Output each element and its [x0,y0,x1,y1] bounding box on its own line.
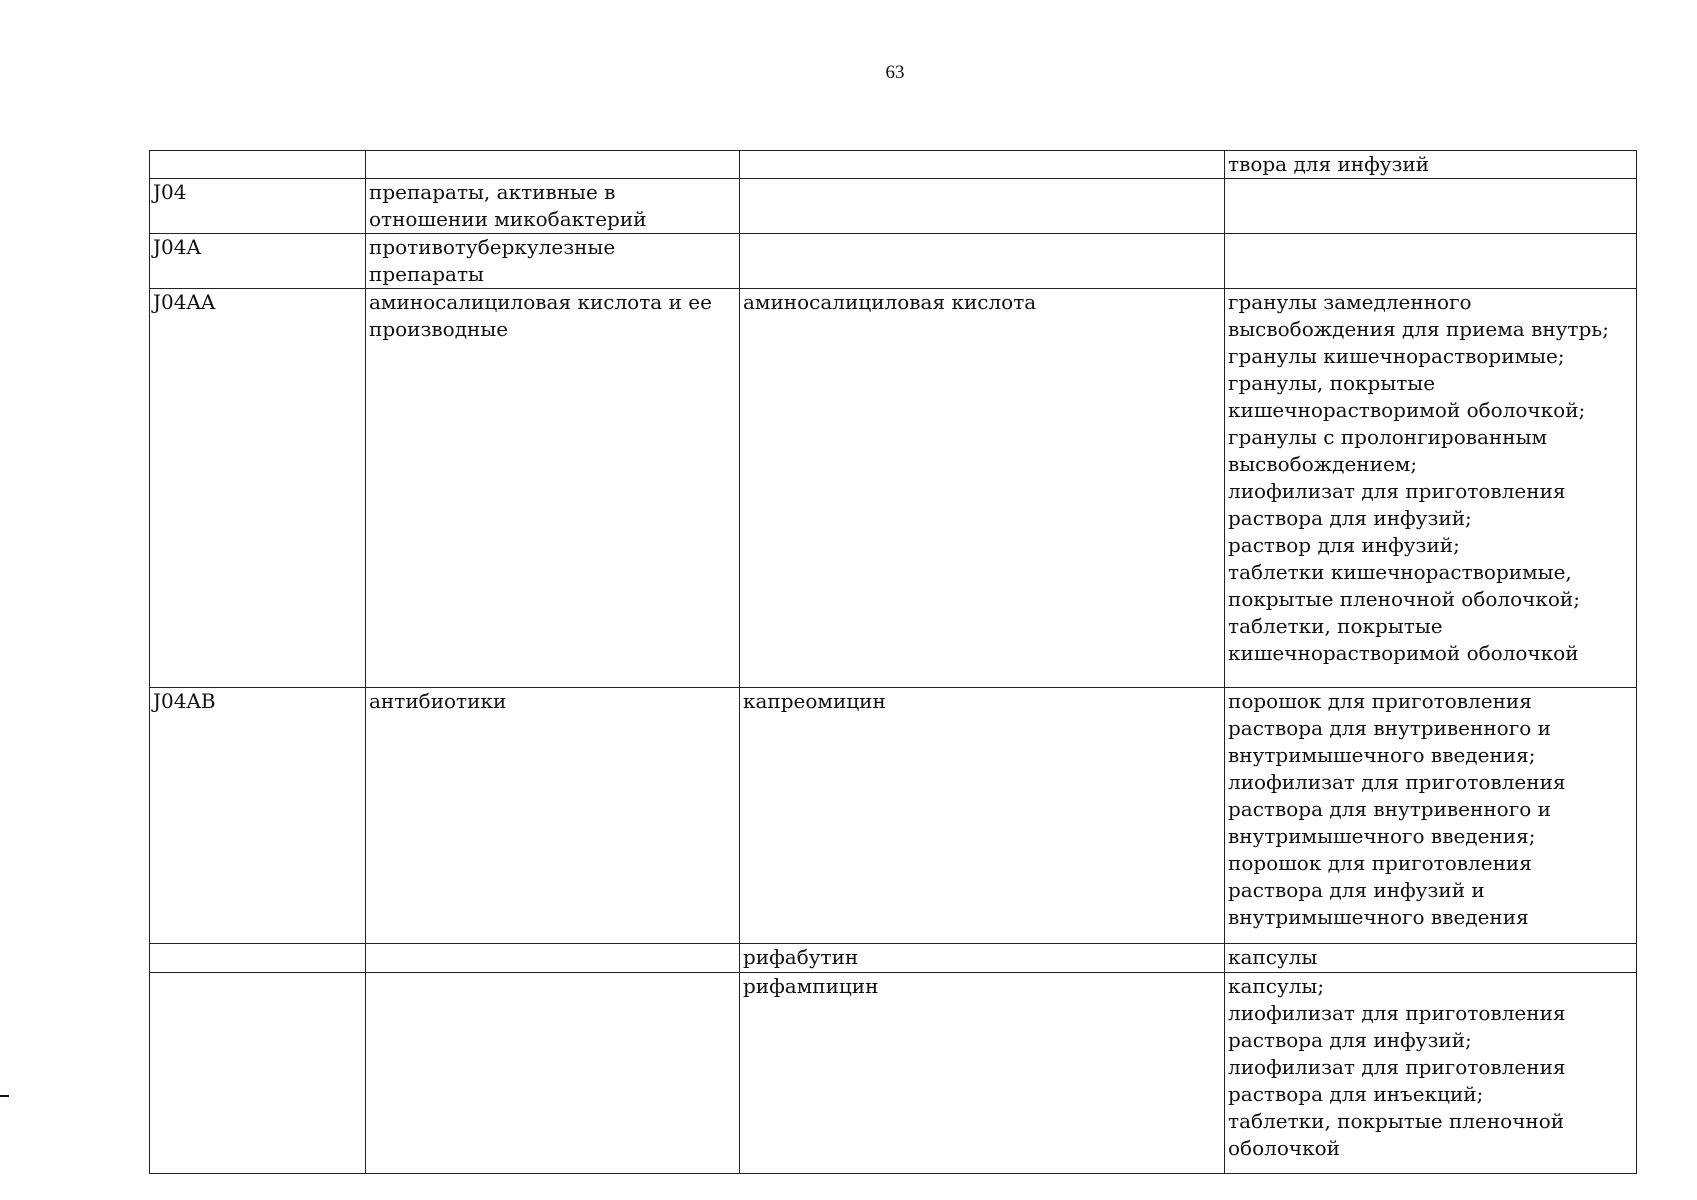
forms-cell [1225,289,1637,688]
code-cell [150,973,366,1174]
code-cell [150,944,366,973]
substance-cell [740,151,1225,179]
forms-cell [1225,151,1637,179]
form-item: раствор для инфузий; [1228,533,1460,557]
form-item: твора для инфузий [1228,152,1430,176]
substance-cell: рифампицин [740,973,1225,1174]
table-row [150,944,1637,973]
group-cell [366,944,740,973]
form-item: порошок для приготовления раствора для инфузий и внутримышечного введения [1228,851,1532,929]
page-number: 63 [885,62,905,83]
form-item: лиофилизат для приготовления раствора для инфузий; [1228,1001,1566,1052]
form-item: гранулы с пролонгированным высвобождением; [1228,425,1548,476]
table-row [150,234,1637,289]
table-row [150,151,1637,179]
form-item: гранулы замедленного высвобождения для приема внутрь; [1228,290,1609,341]
group-cell: противотуберкулезные препараты [366,234,740,289]
substance-cell: рифабутин [740,944,1225,973]
table-row [150,688,1637,944]
table-row [150,179,1637,234]
code-cell: J04AA [150,289,366,688]
form-item: порошок для приготовления раствора для внутривенного и внутримышечного введения; [1228,689,1551,767]
forms-cell [1225,234,1637,289]
code-cell: J04A [150,234,366,289]
forms-cell [1225,179,1637,234]
group-cell: антибиотики [366,688,740,944]
table-row [150,973,1637,1174]
substance-cell [740,179,1225,234]
form-item: лиофилизат для приготовления раствора для инъекций; [1228,1055,1566,1106]
margin-dash [0,1095,9,1097]
table-row [150,289,1637,688]
code-cell [150,151,366,179]
group-cell: препараты, активные в отношении микобактерий [366,179,740,234]
group-cell [366,151,740,179]
forms-cell [1225,688,1637,944]
form-item: таблетки кишечнорастворимые, покрытые пленочной оболочкой; [1228,560,1580,611]
group-cell: аминосалициловая кислота и ее производные [366,289,740,688]
form-item: капсулы [1228,945,1318,969]
drug-table [149,150,1637,1174]
code-cell: J04 [150,179,366,234]
form-item: лиофилизат для приготовления раствора для внутривенного и внутримышечного введения; [1228,770,1566,848]
code-cell: J04AB [150,688,366,944]
group-cell [366,973,740,1174]
form-item: гранулы, покрытые кишечнорастворимой оболочкой; [1228,371,1586,422]
substance-cell: капреомицин [740,688,1225,944]
substance-cell: аминосалициловая кислота [740,289,1225,688]
forms-cell [1225,944,1637,973]
form-item: гранулы кишечнорастворимые; [1228,344,1565,368]
form-item: капсулы; [1228,974,1325,998]
forms-cell [1225,973,1637,1174]
form-item: таблетки, покрытые пленочной оболочкой [1228,1109,1565,1160]
form-item: лиофилизат для приготовления раствора для инфузий; [1228,479,1566,530]
substance-cell [740,234,1225,289]
form-item: таблетки, покрытые кишечнорастворимой оболочкой [1228,614,1579,665]
